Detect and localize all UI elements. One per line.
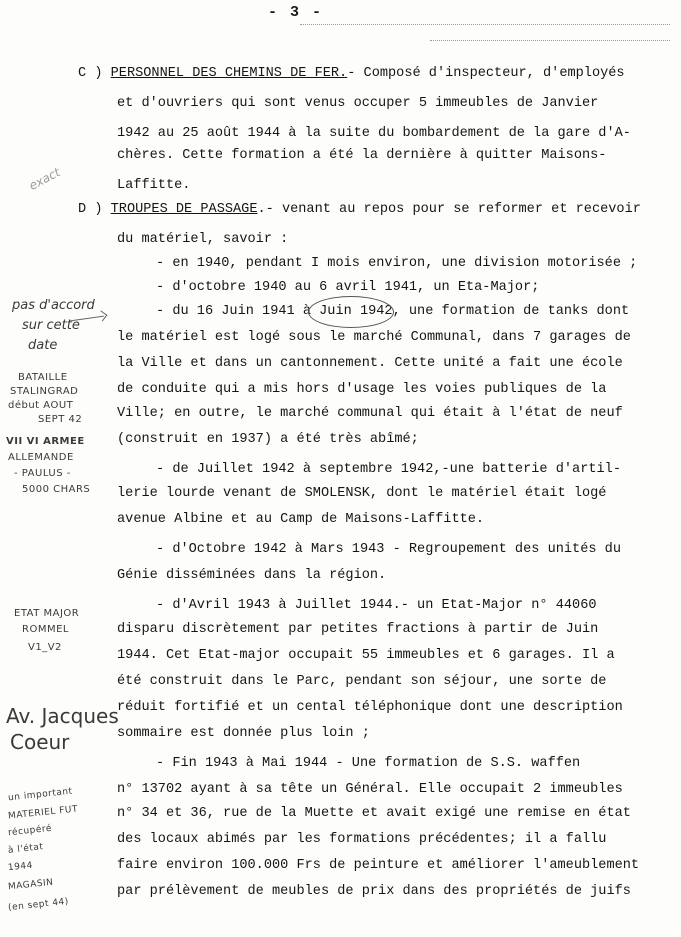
typed-line [117, 486, 606, 502]
line-text: - de Juillet 1942 à septembre 1942,-une batterie d'artil- [156, 462, 621, 477]
line-text: Ville; en outre, le marché communal qui était à l'état de neuf [117, 406, 623, 421]
section-marker: C ) [78, 66, 111, 81]
annotation-desaccord-2: sur cette [22, 318, 80, 333]
annotation-exact: exact [26, 165, 63, 193]
typed-line [117, 512, 484, 528]
line-text: n° 13702 ayant à sa tête un Général. Elle occupait 2 immeubles [117, 782, 623, 797]
line-text: et d'ouvriers qui sont venus occuper 5 immeubles de Janvier [117, 96, 599, 111]
annotation-bottom-6: MAGASIN [7, 877, 54, 893]
annotation-rommel-3: V1_V2 [28, 642, 62, 653]
annotation-stalingrad-1: BATAILLE [18, 372, 68, 383]
annotation-rommel-2: ROMMEL [22, 624, 69, 635]
line-text: Génie disséminées dans la région. [117, 568, 387, 583]
line-text: sommaire est donnée plus loin ; [117, 726, 370, 741]
section-heading: PERSONNEL DES CHEMINS DE FER. [110, 66, 348, 81]
typed-line [117, 782, 623, 798]
line-text: le matériel est logé sous le marché Communal, dans 7 garages de [117, 330, 631, 345]
page-number: - 3 - [268, 4, 324, 21]
annotation-stalingrad-3: début AOUT [8, 400, 74, 411]
typed-line [117, 806, 631, 822]
annotation-armee-4: 5000 CHARS [22, 484, 91, 495]
typed-line [117, 126, 631, 142]
ink-circle-juin-1942 [308, 296, 394, 328]
annotation-armee-1: VII VI ARMEE [6, 436, 85, 447]
line-text: - Fin 1943 à Mai 1944 - Une formation de S.S. waffen [156, 756, 581, 771]
line-text: du matériel, savoir : [117, 232, 289, 247]
annotation-armee-2: ALLEMANDE [8, 452, 74, 463]
section-heading: TROUPES DE PASSAGE [110, 202, 258, 217]
annotation-armee-3: - PAULUS - [14, 468, 71, 479]
line-text: (construit en 1937) a été très abîmé; [117, 432, 419, 447]
line-text: - Composé d'inspecteur, d'employés [347, 66, 625, 81]
line-text: disparu discrètement par petites fractions à partir de Juin [117, 622, 599, 637]
line-text: 1942 au 25 août 1944 à la suite du bombardement de la gare d'A- [117, 126, 631, 141]
line-text: par prélèvement de meubles de prix dans des propriétés de juifs [117, 884, 631, 899]
typed-line [117, 884, 631, 900]
annotation-bottom-3: récupéré [7, 823, 53, 839]
typed-line [117, 148, 606, 164]
line-text: chères. Cette formation a été la dernière à quitter Maisons- [117, 148, 607, 163]
annotation-bottom-7: (en sept 44) [7, 896, 70, 914]
typed-line [117, 568, 386, 584]
annotation-stalingrad-4: SEPT 42 [38, 414, 83, 425]
annotation-stalingrad-2: STALINGRAD [10, 386, 79, 397]
line-text: des locaux abimés par les formations précédentes; il a fallu [117, 832, 607, 847]
line-text: faire environ 100.000 Frs de peinture et améliorer l'ameublement [117, 858, 640, 873]
typed-line [78, 66, 625, 82]
line-text: n° 34 et 36, rue de la Muette et avait exigé une remise en état [117, 806, 631, 821]
line-text: - du 16 Juin 1941 à Juin 1942, une formation de tanks dont [156, 304, 630, 319]
line-text: - en 1940, pendant I mois environ, une division motorisée ; [156, 256, 638, 271]
typed-line [156, 598, 597, 614]
line-text: été construit dans le Parc, pendant son séjour, une sorte de [117, 674, 607, 689]
line-text: de conduite qui a mis hors d'usage les voies publiques de la [117, 382, 607, 397]
typed-line [156, 462, 621, 478]
typed-line [117, 858, 639, 874]
typed-line [117, 330, 631, 346]
typed-line [117, 232, 288, 248]
typed-line [156, 256, 637, 272]
section-marker: D ) [78, 202, 111, 217]
line-text: .- venant au repos pour se reformer et recevoir [257, 202, 641, 217]
typed-line [117, 622, 598, 638]
annotation-bottom-5: 1944 [7, 860, 34, 874]
photocopy-speckle [300, 24, 670, 25]
annotation-bottom-1: un important [7, 786, 74, 804]
typed-line [156, 756, 580, 772]
line-text: Laffitte. [117, 178, 191, 193]
line-text: - d'Octobre 1942 à Mars 1943 - Regroupement des unités du [156, 542, 621, 557]
annotation-bottom-2: MATERIEL FUT [7, 804, 79, 822]
typed-line [117, 726, 370, 742]
typed-line [117, 356, 623, 372]
typed-line [117, 382, 606, 398]
annotation-desaccord-3: date [28, 338, 58, 353]
line-text: 1944. Cet Etat-major occupait 55 immeubles et 6 garages. Il a [117, 648, 615, 663]
typed-line [117, 178, 190, 194]
line-text: - d'octobre 1940 au 6 avril 1941, un Eta-Major; [156, 280, 540, 295]
typed-line [78, 202, 641, 218]
typed-line [117, 406, 623, 422]
line-text: la Ville et dans un cantonnement. Cette unité a fait une école [117, 356, 623, 371]
typed-line [117, 648, 615, 664]
annotation-desaccord-1: pas d'accord [12, 298, 95, 313]
typed-line [117, 432, 419, 448]
annotation-bottom-4: à l'état [7, 842, 44, 856]
typed-line [156, 280, 539, 296]
annotation-jacques-1: Av. Jacques [6, 704, 119, 728]
typed-line [117, 96, 598, 112]
line-text: - d'Avril 1943 à Juillet 1944.- un Etat-Major n° 44060 [156, 598, 597, 613]
typed-line [156, 542, 621, 558]
line-text: réduit fortifié et un cental téléphonique dont une description [117, 700, 623, 715]
typed-line [117, 700, 623, 716]
annotation-jacques-2: Coeur [10, 730, 70, 754]
typed-line [117, 832, 606, 848]
line-text: avenue Albine et au Camp de Maisons-Laffitte. [117, 512, 485, 527]
annotation-rommel-1: ETAT MAJOR [14, 608, 80, 619]
line-text: lerie lourde venant de SMOLENSK, dont le matériel était logé [117, 486, 607, 501]
typed-line [117, 674, 606, 690]
photocopy-speckle [430, 40, 670, 41]
